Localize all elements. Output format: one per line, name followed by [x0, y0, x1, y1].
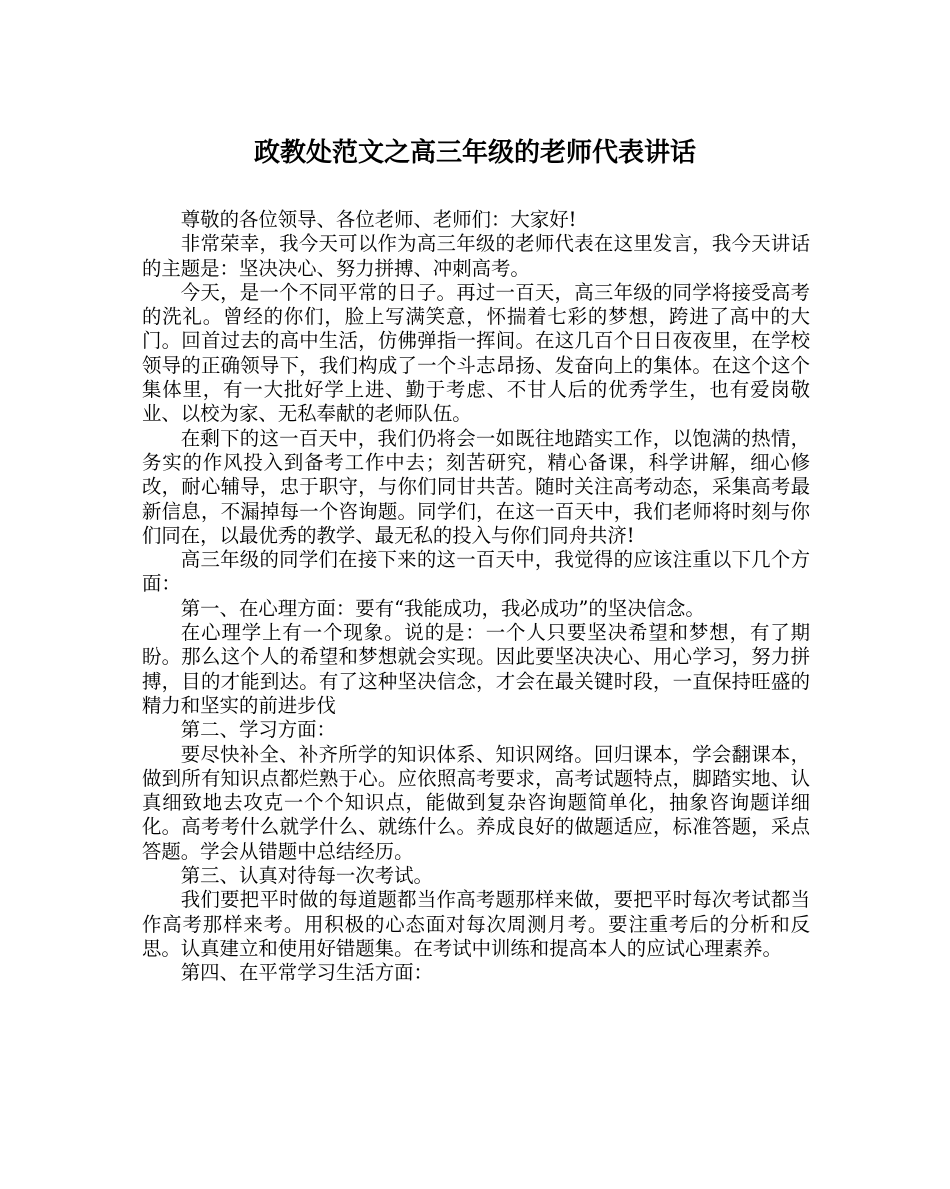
heading-fourth-daily-life: 第四、在平常学习生活方面：: [180, 961, 433, 985]
heading-first-psychology: 第一、在心理方面：要有“我能成功，我必成功”的坚决信念。: [180, 596, 705, 620]
heading-second-study: 第二、学习方面：: [180, 718, 336, 742]
paragraph-intro: 非常荣幸，我今天可以作为高三年级的老师代表在这里发言，我今天讲话的主题是：坚决决心、努力拼搏、冲刺高考。: [142, 232, 810, 280]
paragraph-exams: 我们要把平时做的每道题都当作高考题那样来做，要把平时每次考试都当作高考那样来考。用积极的心态面对每次周测月考。要注重考后的分析和反思。认真建立和使用好错题集。在考试中训练和提高本人的应试心理素养。: [142, 888, 810, 960]
heading-third-exams: 第三、认真对待每一次考试。: [180, 864, 433, 888]
paragraph-greeting: 尊敬的各位领导、各位老师、老师们：大家好!: [180, 208, 577, 231]
paragraph-psychology: 在心理学上有一个现象。说的是：一个人只要坚决希望和梦想，有了期盼。那么这个人的希望和梦想就会实现。因此要坚决决心、用心学习，努力拼搏，目的才能到达。有了这种坚决信念，才会在最关键时段，一直保持旺盛的精力和坚实的前进步伐: [142, 621, 810, 717]
paragraph-focus-areas: 高三年级的同学们在接下来的这一百天中，我觉得的应该注重以下几个方面：: [142, 548, 810, 596]
paragraph-study: 要尽快补全、补齐所学的知识体系、知识网络。回归课本，学会翻课本，做到所有知识点都烂熟于心。应依照高考要求，高考试题特点，脚踏实地、认真细致地去攻克一个个知识点，能做到复杂咨询题简单化，抽象咨询题详细化。高考考什么就学什么、就练什么。养成良好的做题适应，标准答题，采点答题。学会从错题中总结经历。: [142, 742, 810, 863]
document-title: 政教处范文之高三年级的老师代表讲话: [253, 138, 696, 168]
paragraph-today: 今天，是一个不同平常的日子。再过一百天，高三年级的同学将接受高考的洗礼。曾经的你们，脸上写满笑意，怀揣着七彩的梦想，跨进了高中的大门。回首过去的高中生活，仿佛弹指一挥间。在这几百个日日夜夜里，在学校领导的正确领导下，我们构成了一个斗志昂扬、发奋向上的集体。在这个这个集体里，有一大批好学上进、勤于考虑、不甘人后的优秀学生，也有爱岗敬业、以校为家、无私奉献的老师队伍。: [142, 280, 810, 426]
paragraph-remaining-days: 在剩下的这一百天中，我们仍将会一如既往地踏实工作，以饱满的热情，务实的作风投入到备考工作中去；刻苦研究，精心备课，科学讲解，细心修改，耐心辅导，忠于职守，与你们同甘共苦。随时关注高考动态，采集高考最新信息，不漏掉每一个咨询题。同学们，在这一百天中，我们老师将时刻与你们同在，以最优秀的教学、最无私的投入与你们同舟共济!: [142, 426, 810, 547]
document-body: [142, 208, 810, 986]
